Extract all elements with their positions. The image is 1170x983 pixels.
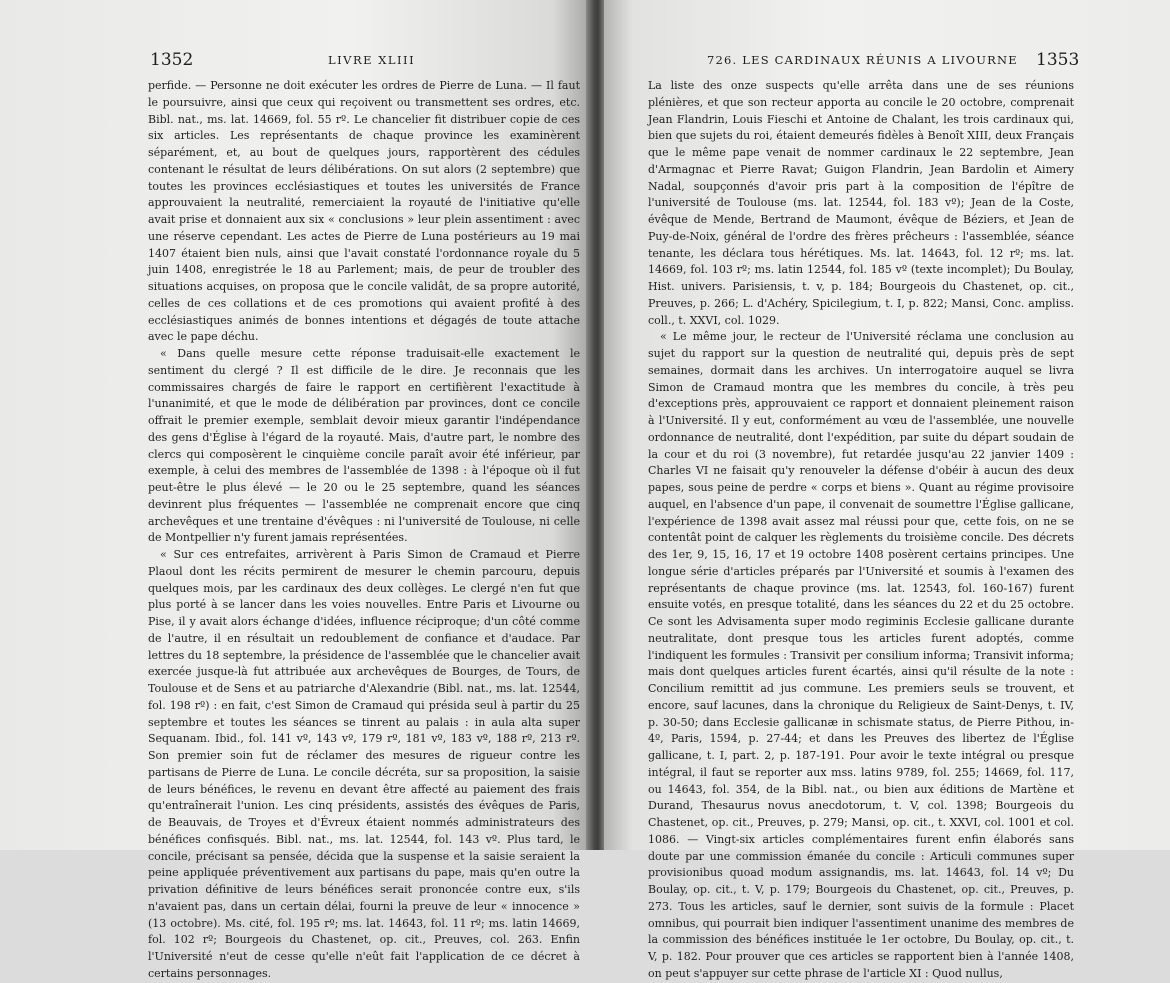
right-page [604,0,1170,980]
running-head: LIVRE XLIII [328,53,416,67]
paragraph: La liste des onze suspects qu'elle arrêta dans une de ses réunions plénières, et que son recteur apporta au concile le 20 octobre, comprenait Jean Flandrin, Louis Fieschi et Antoine de Chalant, les trois cardinaux qui, bien que sujets du roi, étaient demeurés fidèles à Benoît XIII, deux Français que le même pape venait de nommer cardinaux le 22 septembre, Jean d'Armagnac et Pierre Ravat; Guigon Flandrin, Jean Bardolin et Aimery Nadal, soupçonnés d'avoir pris part à la composition de l'épître de l'université de Toulouse (ms. lat. 12544, fol. 183 vº); Jean de la Coste, évêque de Mende, Bertrand de Maumont, évêque de Béziers, et Jean de Puy-de-Noix, général de l'ordre des frères prêcheurs : l'assemblée, séance tenante, les déclara tous hérétiques. Ms. lat. 14643, fol. 12 rº; ms. lat. 14669, fol. 103 rº; ms. latin 12544, fol. 185 vº (texte incomplet); Du Boulay, Hist. univers. Parisiensis, t. v, p. 184; Bourgeois du Chastenet, op. cit., Preuves, p. 266; L. d'Achéry, Spicilegium, t. I, p. 822; Mansi, Conc. ampliss. coll., t. XXVI, col. 1029. [648,79,1074,327]
paragraph: « Dans quelle mesure cette réponse traduisait-elle exactement le sentiment du clergé ? Il est difficile de le dire. Je reconnais que les commissaires chargés de faire le rapport en certifièrent l'exactitude à l'unanimité, et que le mode de délibération par provinces, dont ce concile offrait le premier exemple, semblait devoir mieux garantir l'indépendance des gens d'Église à l'égard de la royauté. Mais, d'autre part, le nombre des clercs qui composèrent le cinquième concile paraît avoir été inférieur, par exemple, à celui des membres de l'assemblée de 1398 : à l'époque où il fut peut-être le plus élevé — le 20 ou le 25 septembre, quand les séances devinrent plus fréquentes — l'assemblée ne comprenait encore que cinq archevêques et une trentaine d'évêques : ni l'université de Toulouse, ni celle de Montpellier n'y furent jamais représentées. [148,347,580,545]
page-number: 1353 [1036,50,1080,70]
paragraph: « Le même jour, le recteur de l'Université réclama une conclusion au sujet du rapport sur la question de neutralité qui, depuis près de sept semaines, dormait dans les archives. Un interrogatoire auquel se livra Simon de Cramaud montra que les membres du concile, à très peu d'exceptions près, approuvaient ce rapport et donnaient pleinement raison à l'Université. Il y eut, conformément au vœu de l'assemblée, une nouvelle ordonnance de neutralité, dont l'expédition, par suite du départ soudain de la cour et du roi (3 novembre), fut retardée jusqu'au 22 janvier 1409 : Charles VI ne faisait qu'y renouveler la défense d'obéir à aucun des deux papes, sous peine de perdre « corps et biens ». Quant au régime provisoire auquel, en l'absence d'un pape, il convenait de soumettre l'Église gallicane, l'expérience de 1398 avait assez mal réussi pour que, cette fois, on ne se contentât point de calquer les règlements du troisième concile. Des décrets des 1er, 9, 15, 16, 17 et 19 octobre 1408 posèrent certains principes. Une longue série d'articles préparés par l'Université et soumis à l'examen des représentants de chaque province (ms. lat. 12543, fol. 160-167) furent ensuite votés, en presque totalité, dans les séances du 22 et du 25 octobre. Ce sont les Advisamenta super modo regiminis Ecclesie gallicane durante neutralitate, dont presque tous les articles furent adoptés, comme l'indiquent les formules : Transivit per consilium informa; Transivit informa; mais dont quelques articles furent écartés, ainsi qu'il résulte de la note : Concilium remittit ad jus commune. Les premiers seuls se trouvent, et encore, sauf lacunes, dans la chronique du Religieux de Saint-Denys, t. IV, p. 30-50; dans Ecclesie gallicanæ in schismate status, de Pierre Pithou, in-4º, Paris, 1594, p. 27-44; et dans les Preuves des libertez de l'Église gallicane, t. I, part. 2, p. 187-191. Pour avoir le texte intégral ou presque intégral, il faut se reporter aux mss. latins 9789, fol. 255; 14669, fol. 117, ou 14643, fol. 354, de la Bibl. nat., ou bien aux éditions de Martène et Durand, Thesaurus novus anecdotorum, t. V, col. 1398; Bourgeois du Chastenet, op. cit., Preuves, p. 279; Mansi, op. cit., t. XXVI, col. 1001 et col. 1086. — Vingt-six articles complémentaires furent enfin élaborés sans doute par une commission émanée du concile : Articuli communes super provisionibus quoad modum assignandis, ms. lat. 14643, fol. 14 vº; Du Boulay, op. cit., t. V, p. 179; Bourgeois du Chastenet, op. cit., Preuves, p. 273. Tous les articles, sauf le dernier, sont suivis de la formule : Placet omnibus, qui pourrait bien indiquer l'assentiment unanime des membres de la commission des bénéfices instituée le 1er octobre, Du Boulay, op. cit., t. V, p. 182. Pour prouver que ces articles se rapportent bien à l'année 1408, on peut s'appuyer sur cette phrase de l'article XI : Quod nullus, [648,330,1074,980]
paragraph: « Sur ces entrefaites, arrivèrent à Paris Simon de Cramaud et Pierre Plaoul dont les récits permirent de mesurer le chemin parcouru, depuis quelques mois, par les cardinaux des deux collèges. Le clergé n'en fut que plus porté à se lancer dans les voies nouvelles. Entre Paris et Livourne ou Pise, il y avait alors échange d'idées, influence réciproque; d'un côté comme de l'autre, il en résultait un redoublement de confiance et d'audace. Par lettres du 18 septembre, la présidence de l'assemblée que le chancelier avait exercée jusque-là fut attribuée aux archevêques de Bourges, de Tours, de Toulouse et de Sens et au patriarche d'Alexandrie (Bibl. nat., ms. lat. 12544, fol. 198 rº) : en fait, c'est Simon de Cramaud qui présida seul à partir du 25 septembre et toutes les séances se tinrent au palais : in aula alta super Sequanam. Ibid., fol. 141 vº, 143 vº, 179 rº, 181 vº, 183 vº, 188 rº, 213 rº. Son premier soin fut de réclamer des mesures de rigueur contre les partisans de Pierre de Luna. Le concile décréta, sur sa proposition, la saisie de leurs bénéfices, le revenu en devant être affecté au paiement des frais qu'entraînerait l'union. Les cinq présidents, assistés des évêques de Paris, de Beauvais, de Troyes et d'Évreux étaient nommés administrateurs des bénéfices confisqués. Bibl. nat., ms. lat. 12544, fol. 143 vº. Plus tard, le concile, précisant sa pensée, décida que la suspense et la saisie seraient la peine appliquée préventivement aux partisans du pape, mais qu'en outre la privation définitive de leurs bénéfices serait prononcée contre eux, s'ils n'avaient pas, dans un certain délai, fourni la preuve de leur « innocence » (13 octobre). Ms. cité, fol. 195 rº; ms. lat. 14643, fol. 11 rº; ms. latin 14669, fol. 102 rº; Bourgeois du Chastenet, op. cit., Preuves, col. 263. Enfin l'Université n'eut de cesse qu'elle n'eût fait l'application de ce décret à certains personnages. [148,548,580,980]
body-text [648,78,1074,983]
running-head: 726. LES CARDINAUX RÉUNIS A LIVOURNE [707,53,1018,67]
book-gutter [586,0,606,850]
page-number: 1352 [150,50,194,70]
body-text [148,78,580,983]
paragraph: perfide. — Personne ne doit exécuter les ordres de Pierre de Luna. — Il faut le poursuivre, ainsi que ceux qui reçoivent ou transmettent ses ordres, etc. Bibl. nat., ms. lat. 14669, fol. 55 rº. Le chancelier fit distribuer copie de ces six articles. Les représentants de chaque province les examinèrent séparément, et, au bout de quelques jours, rapportèrent des cédules contenant le résultat de leurs délibérations. On sut alors (2 septembre) que toutes les provinces ecclésiastiques et toutes les universités de France approuvaient la neutralité, remerciaient la royauté de l'initiative qu'elle avait prise et donnaient aux six « conclusions » leur plein assentiment : avec une réserve cependant. Les actes de Pierre de Luna postérieurs au 19 mai 1407 étaient bien nuls, ainsi que l'avait constaté l'ordonnance royale du 5 juin 1408, enregistrée le 18 au Parlement; mais, de peur de troubler des situations acquises, on proposa que le concile validât, de sa propre autorité, celles de ces collations et de ces promotions qui avaient profité à des ecclésiastiques animés de bonnes intentions et dégagés de toute attache avec le pape déchu. [148,79,580,344]
